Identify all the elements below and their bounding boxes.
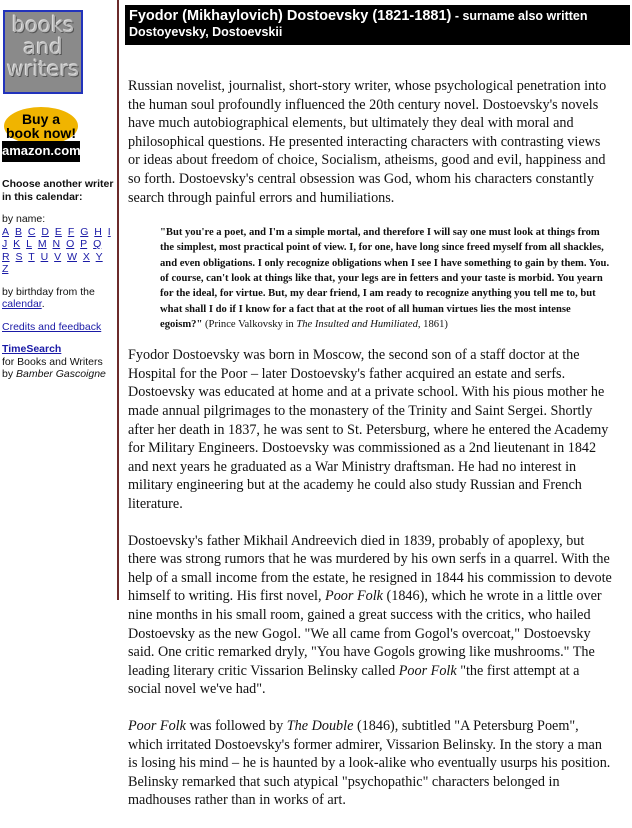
- text-segment: (1846), subtitled "A Petersburg Poem", which irritated Dostoevsky's former admirer, Vissarion Belinsky. In the story a man is losing his mind – he is haunted by a look-alike who eventually usurps his position. Belinsky remarked that such atypical "psychopathic" characters belonged in madhouses rather than in works of art.: [128, 717, 611, 809]
- quote-block: [160, 225, 612, 332]
- letter-link-p[interactable]: P: [80, 238, 88, 250]
- text-segment: "the first attempt at a social novel we've had".: [128, 662, 580, 698]
- letter-link-g[interactable]: G: [80, 225, 89, 238]
- letter-link-d[interactable]: D: [41, 225, 49, 238]
- text-segment: Dostoevsky's father Mikhail Andreevich died in 1839, probably of apoplexy, but there was strong rumors that he was murdered by his own serfs in a quarrel. With the help of a small income from the estate, he resigned in 1844 his commission to devote himself to writing. His first novel,: [128, 532, 612, 605]
- by-prefix: by: [2, 368, 17, 380]
- page-title: Fyodor (Mikhaylovich) Dostoevsky (1821-1881): [129, 8, 452, 24]
- letter-link-c[interactable]: C: [27, 225, 36, 238]
- paragraph-1: [128, 77, 612, 207]
- letter-link-l[interactable]: L: [26, 238, 32, 250]
- for-books-text: for Books and Writers: [2, 355, 103, 368]
- paragraph-3: [128, 532, 612, 699]
- letter-link-x[interactable]: X: [82, 250, 90, 263]
- letter-link-t[interactable]: T: [28, 250, 35, 263]
- letter-link-z[interactable]: Z: [2, 263, 9, 275]
- paragraph-4: [128, 717, 612, 810]
- by-name-label: by name:: [2, 213, 46, 225]
- letter-link-j[interactable]: J: [2, 238, 8, 250]
- letter-links: [2, 226, 114, 276]
- page-subtitle: - surname also written Dostoyevsky, Dostoevskii: [129, 9, 588, 39]
- credits-link[interactable]: Credits and feedback: [2, 320, 102, 333]
- letter-link-u[interactable]: U: [40, 250, 49, 263]
- title-italic: Poor Folk: [128, 717, 186, 734]
- article: [128, 77, 612, 828]
- letter-link-i[interactable]: I: [107, 225, 111, 238]
- letter-link-h[interactable]: H: [94, 225, 102, 238]
- choose-heading: Choose another writer in this calendar:: [2, 178, 114, 203]
- paragraph-2: [128, 346, 612, 513]
- letter-link-o[interactable]: O: [66, 238, 75, 250]
- calendar-link[interactable]: calendar: [2, 298, 42, 310]
- period: .: [41, 298, 45, 310]
- letter-link-w[interactable]: W: [67, 250, 77, 263]
- title-italic: Poor Folk: [325, 588, 383, 605]
- letter-link-e[interactable]: E: [54, 225, 62, 238]
- letter-link-v[interactable]: V: [54, 250, 62, 263]
- letter-link-b[interactable]: B: [14, 225, 22, 238]
- amazon-logo: amazon.com.: [2, 141, 80, 162]
- divider: [117, 0, 119, 600]
- title-italic: Poor Folk: [398, 662, 457, 679]
- title-italic: The Double: [286, 717, 354, 734]
- text-segment: Fyodor Dostoevsky was born in Moscow, the second son of a staff doctor at the Hospital for the Poor – later Dostoevsky's father acquired an estate and serfs. Dostoevsky was educated at home and at a private school. With his pious mother he made annual pilgrimages to the monastery of the Trinity and Saint Sergei. Shortly after her death in 1837, he was sent to St. Petersburg, where he entered the Academy for Military Engineers. Dostoevsky was commissioned as a 2nd lieutenant in 1842 and next years he graduated as a War Ministry draftsman. He had no interest in military engineering but at the academy he could also study Russian and French literature.: [128, 347, 609, 512]
- letter-link-y[interactable]: Y: [95, 250, 103, 263]
- text-segment: Russian novelist, journalist, short-story writer, whose psychological penetration into the human soul profoundly influenced the 20th century novel. Dostoevsky's novels have much autobiographical elements, but ultimately they deal with moral and philosophical questions. He presented interacting characters with contrasting views or ideas about freedom of choice, Socialism, atheisms, good and evil, happiness and so forth. Dostoevsky's central obsession was God, whom his characters constantly search through painful errors and humiliations.: [128, 78, 607, 206]
- title-italic: The Insulted and Humiliated: [296, 318, 418, 330]
- text-segment: "But you're a poet, and I'm a simple mortal, and therefore I will say one must look at things from the simplest, most practical point of view. I, for one, have long since freed myself from all shackles, and even obligations. I only recognize obligations when I see I have something to gain by them. You. of course, can't look at things like that, your legs are in fetters and your taste is morbid. You yearn for the ideal, for virtue. But, my dear friend, I am ready to recognize anything you tell me to, but what shall I do if I know for a fact that at the root of all human virtues lies the most intense egoism?": [160, 227, 610, 330]
- page-header: [125, 5, 630, 45]
- letter-link-n[interactable]: N: [52, 238, 61, 250]
- letter-link-s[interactable]: S: [15, 250, 23, 263]
- letter-link-k[interactable]: K: [13, 238, 21, 250]
- text-segment: (Prince Valkovsky in: [202, 318, 297, 330]
- by-birthday-label: by birthday from the: [2, 285, 95, 298]
- amazon-buy-button[interactable]: [2, 107, 85, 162]
- letter-link-r[interactable]: R: [2, 250, 10, 263]
- text-segment: (1846), which he wrote in a little over nine months in his small room, gained a great success with the critics, who hailed Dostoevsky as the new Gogol. "We all came from Gogol's overcoat," Dostoevsky said. One critic remarked dryly, "You have Gogols growing like mushrooms." The leading literary critic Vissarion Belinsky called: [128, 588, 602, 679]
- letter-link-m[interactable]: M: [37, 238, 47, 250]
- amazon-buy-label: Buy a book now!: [4, 107, 78, 145]
- letter-link-f[interactable]: F: [67, 225, 75, 238]
- author-name: Bamber Gascoigne: [16, 368, 106, 380]
- books-and-writers-logo[interactable]: books and writers: [3, 10, 83, 94]
- text-segment: was followed by: [185, 717, 287, 734]
- letter-link-a[interactable]: A: [2, 225, 10, 238]
- text-segment: , 1861): [417, 318, 448, 330]
- letter-link-q[interactable]: Q: [93, 238, 102, 250]
- timesearch-link[interactable]: TimeSearch: [2, 343, 62, 355]
